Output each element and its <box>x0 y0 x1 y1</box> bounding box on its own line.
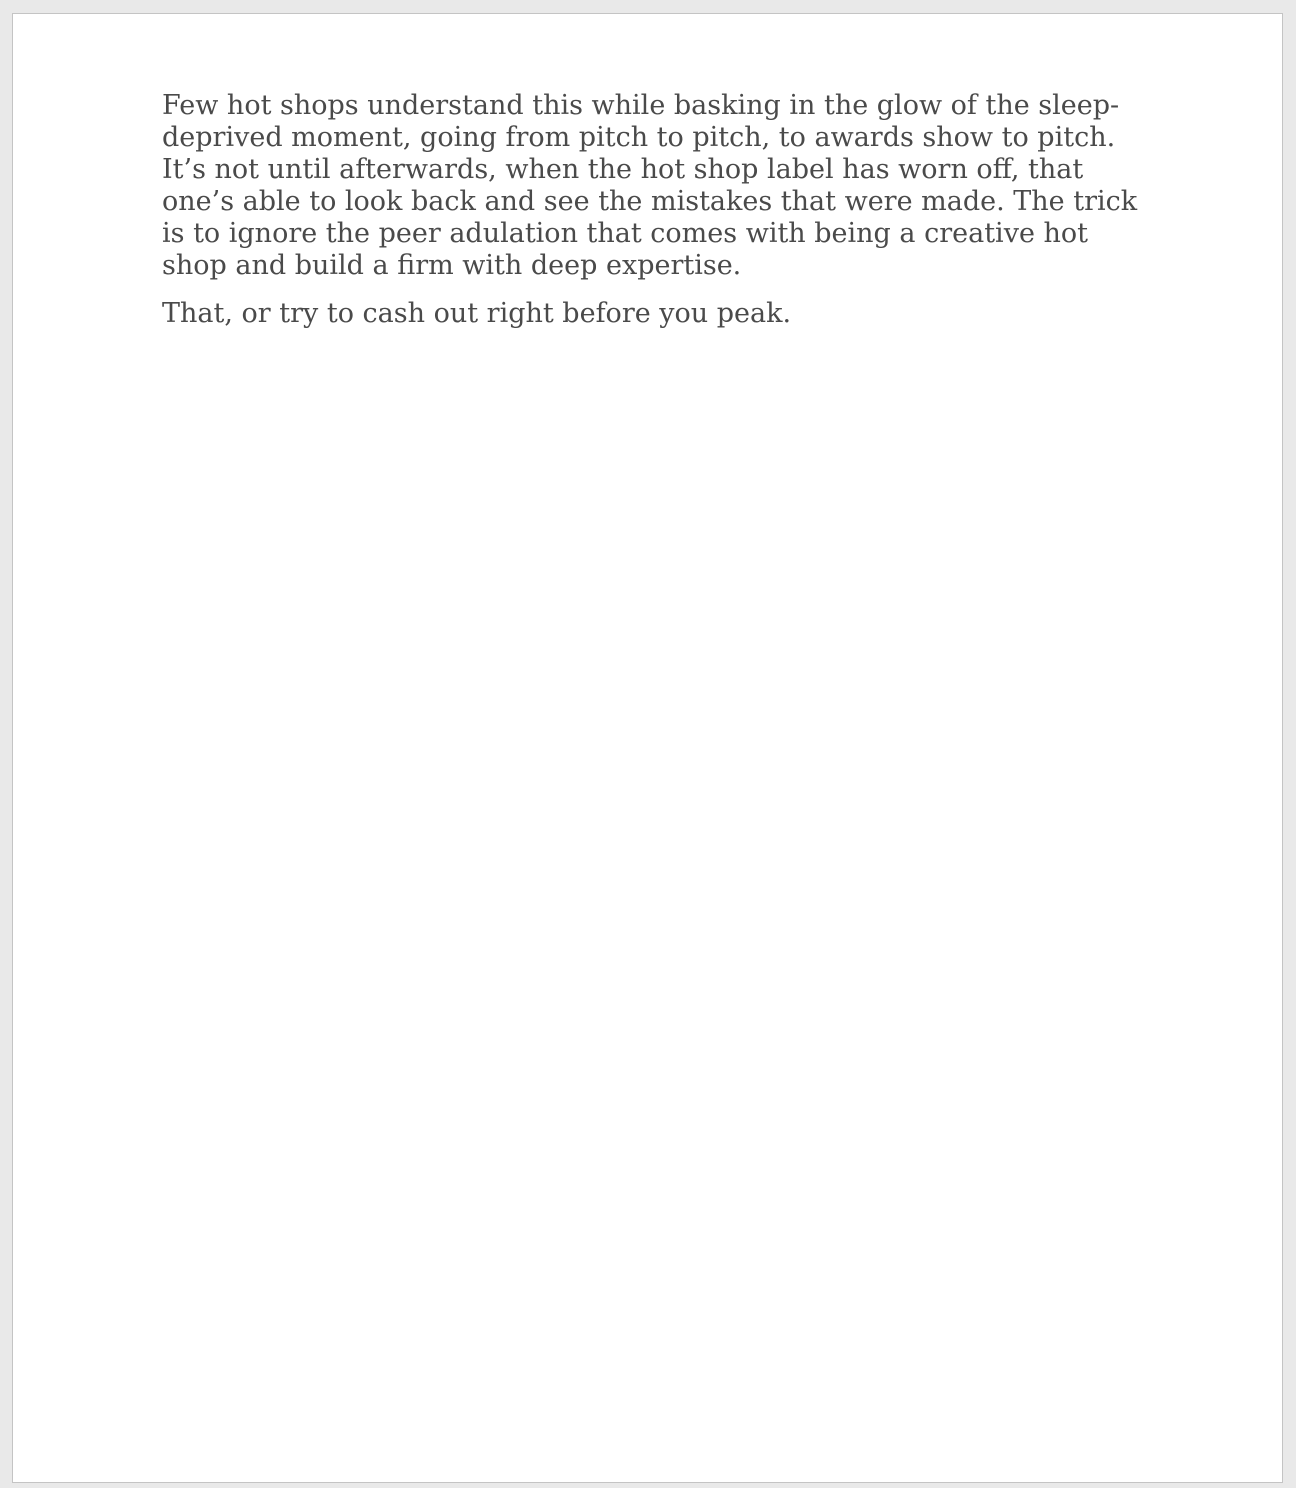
page-content <box>162 90 1152 346</box>
document-page <box>12 13 1283 1483</box>
paragraph-2: That, or try to cash out right before you peak. <box>162 298 792 329</box>
paragraph-1: Few hot shops understand this while basking in the glow of the sleep-deprived moment, going from pitch to pitch, to awards show to pitch. It’s not until afterwards, when the hot shop label has worn off, that one’s able to look back and see the mistakes that were made. The trick is to ignore the peer adulation that comes with being a creative hot shop and build a firm with deep expertise. <box>162 90 1138 281</box>
